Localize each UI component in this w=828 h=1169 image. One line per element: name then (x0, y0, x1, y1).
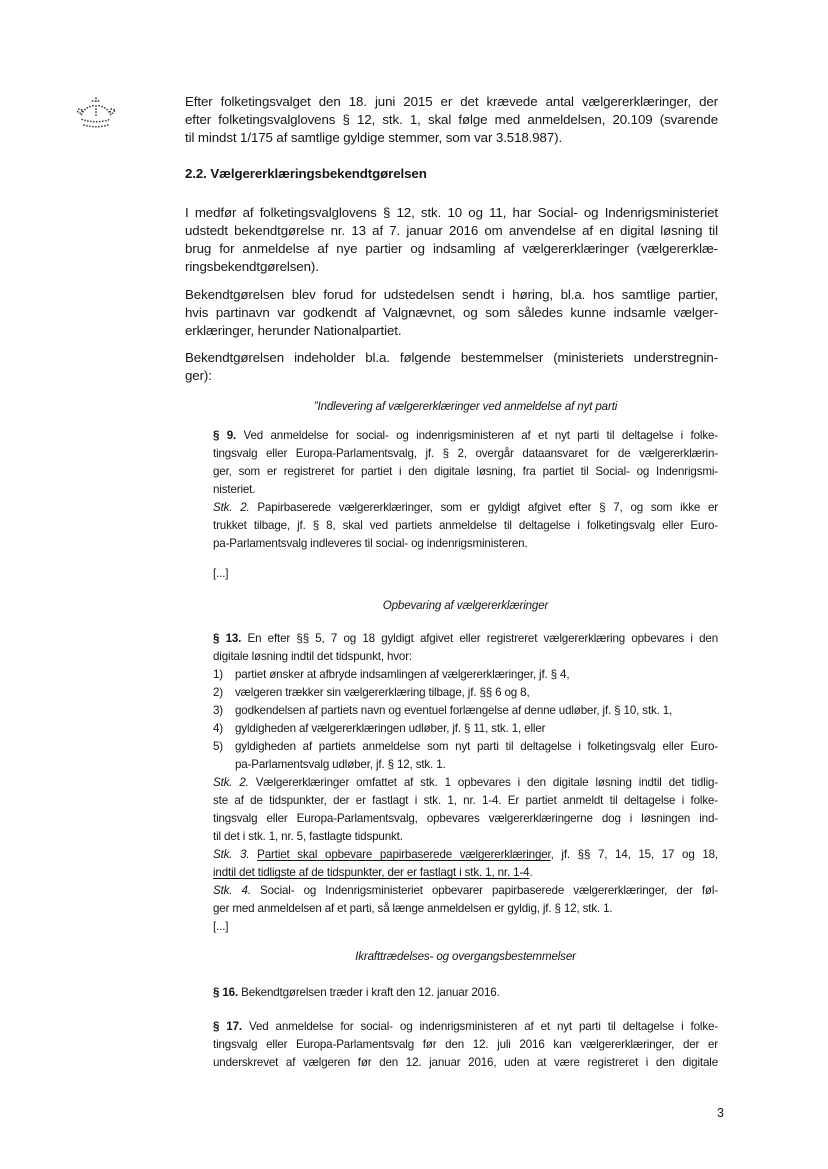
text-segment: digitale løsning indtil det tidspunkt, hvor: (213, 650, 412, 663)
text-segment: underskrevet af vælgeren før den 12. januar 2016, uden at være registreret i den digitale (213, 1056, 718, 1069)
text-segment: Vælgererklæringer omfattet af stk. 1 opbevares i den digitale løsning indtil det tidlig- (248, 776, 718, 789)
text-segment: Papirbaserede vælgererklæringer, som er gyldigt afgivet efter § 7, og som ikke er (249, 501, 718, 514)
text-line (185, 240, 718, 258)
text-line (185, 111, 718, 129)
text-line (185, 349, 718, 367)
text-segment: Ikrafttrædelses- og overgangsbestemmelser (355, 950, 576, 963)
paragraph-bekendtgorelse-udstedt (185, 204, 718, 276)
text-line (213, 702, 718, 720)
text-line (185, 93, 718, 111)
text-line (213, 565, 718, 583)
text-line (185, 258, 718, 276)
list-number: 4) (213, 722, 224, 735)
text-segment: efter folketingsvalglovens § 12, stk. 1, skal følge med anmeldelsen, 20.109 (svarende (185, 112, 718, 127)
text-segment: Social- og Indenrigsministeriet opbevarer papirbaserede vælgererklæringer, der føl- (250, 884, 718, 897)
text-line (213, 445, 718, 463)
text-segment: En efter §§ 5, 7 og 18 gyldigt afgivet eller registreret vælgererklæring opbevares i den (241, 632, 718, 645)
text-line (185, 129, 718, 147)
text-segment: [...] (213, 567, 229, 580)
quote-heading-indlevering (213, 398, 718, 416)
text-line (213, 720, 718, 738)
list-number: 2) (213, 686, 224, 699)
text-segment: gyldigheden af partiets anmeldelse som nyt parti til deltagelse i folketingsvalg eller Euro- (235, 740, 718, 753)
text-segment: § 13. (213, 632, 242, 645)
quote-section-9 (213, 427, 718, 553)
paragraph-bestemmelser-intro (185, 349, 718, 385)
text-segment: § 17. (213, 1020, 242, 1033)
text-line (213, 1036, 718, 1054)
text-line (213, 1018, 718, 1036)
text-line (213, 948, 718, 966)
text-segment (249, 848, 257, 861)
text-line (213, 828, 718, 846)
text-line (213, 774, 718, 792)
text-segment: erklæringer, herunder Nationalpartiet. (185, 323, 402, 338)
text-line (213, 535, 718, 553)
text-segment: nisteriet. (213, 483, 256, 496)
text-segment: godkendelsen af partiets navn og eventuel forlængelse af denne udløber, jf. § 10, stk. 1, (235, 704, 673, 717)
text-line (213, 792, 718, 810)
text-segment: § 16. (213, 986, 239, 999)
crown-watermark (76, 96, 116, 134)
text-line (185, 304, 718, 322)
text-line (213, 810, 718, 828)
text-segment: Stk. 2. (213, 501, 250, 514)
text-line (213, 738, 718, 756)
text-segment: udstedt bekendtgørelse nr. 13 af 7. januar 2016 om anvendelse af en digital løsning til (185, 223, 718, 238)
list-number: 5) (213, 740, 224, 753)
text-line (213, 648, 718, 666)
text-segment: ”Indlevering af vælgererklæringer ved anmeldelse af nyt parti (313, 400, 618, 413)
text-line (185, 367, 718, 385)
text-line (185, 204, 718, 222)
text-line (213, 630, 718, 648)
text-line (213, 882, 718, 900)
text-segment: indtil det tidligste af de tidspunkter, der er fastlagt i stk. 1, nr. 1-4 (213, 866, 530, 879)
text-line (213, 864, 718, 882)
text-segment: Efter folketingsvalget den 18. juni 2015 er det krævede antal vælgererklæringer, der (185, 94, 718, 109)
crown-watermark-icon (76, 96, 116, 134)
text-line (213, 666, 718, 684)
text-segment: 2.2. Vælgererklæringsbekendtgørelsen (185, 166, 427, 181)
text-segment: vælgeren trækker sin vælgererklæring tilbage, jf. §§ 6 og 8, (235, 686, 530, 699)
text-line (213, 1054, 718, 1072)
text-segment: til mindst 1/175 af samtlige gyldige stemmer, som var 3.518.987). (185, 130, 563, 145)
text-segment: Stk. 3. (213, 848, 250, 861)
text-line (213, 984, 718, 1002)
list-number: 3) (213, 704, 224, 717)
text-segment: Bekendtgørelsen indeholder bl.a. følgende bestemmelser (ministeriets understregnin- (185, 350, 718, 365)
text-line (185, 322, 718, 340)
text-segment: Opbevaring af vælgererklæringer (382, 599, 549, 612)
text-line (213, 900, 718, 918)
text-line (185, 165, 718, 183)
text-segment: hvis partinavn var godkendt af Valgnævnet, og som således kunne indsamle vælger- (185, 305, 718, 320)
text-line (185, 286, 718, 304)
text-line (213, 463, 718, 481)
text-segment: Ved anmeldelse for social- og indenrigsministeren af et nyt parti til deltagelse i folke- (241, 1020, 718, 1033)
text-line (213, 427, 718, 445)
list-number: 1) (213, 668, 224, 681)
intro-paragraph (185, 93, 718, 147)
text-segment: Bekendtgørelsen træder i kraft den 12. januar 2016. (238, 986, 500, 999)
text-segment: . (529, 866, 533, 879)
text-segment: ger): (185, 368, 212, 383)
text-line (213, 517, 718, 535)
page-number: 3 (717, 1106, 724, 1120)
text-line (213, 481, 718, 499)
text-segment: , jf. §§ 7, 14, 15, 17 og 18, (550, 848, 718, 861)
section-heading-2-2 (185, 165, 718, 183)
quote-heading-ikrafttraedelse (213, 948, 718, 966)
quote-section-16 (213, 984, 718, 1002)
text-segment: trukket tilbage, jf. § 8, skal ved partiets anmeldelse til deltagelse i folketingsvalg eller Euro- (213, 519, 718, 532)
text-segment: I medfør af folketingsvalglovens § 12, stk. 10 og 11, har Social- og Indenrigsministeriet (185, 205, 718, 220)
text-segment: tingsvalg eller Europa-Parlamentsvalg før den 12. juli 2016 kan vælgererklæringer, der er (213, 1038, 718, 1051)
text-segment: gyldigheden af vælgererklæringen udløber, jf. § 11, stk. 1, eller (235, 722, 546, 735)
quote-heading-opbevaring (213, 597, 718, 615)
text-segment: tingsvalg eller Europa-Parlamentsvalg, opbevares vælgererklæringerne dog i løsningen ind- (213, 812, 718, 825)
text-line (213, 756, 718, 774)
text-segment: ringsbekendtgørelsen). (185, 259, 319, 274)
text-line (213, 398, 718, 416)
text-line (213, 846, 718, 864)
text-segment: ger med anmeldelsen af et parti, så længe anmeldelsen er gyldig, jf. § 12, stk. 1. (213, 902, 613, 915)
text-line (185, 222, 718, 240)
text-segment: § 9. (213, 429, 237, 442)
text-segment: til det i stk. 1, nr. 5, fastlagte tidspunkt. (213, 830, 403, 843)
text-segment: [...] (213, 920, 229, 933)
text-segment: Partiet skal opbevare papirbaserede vælgererklæringer (257, 848, 551, 861)
text-segment: Stk. 4. (213, 884, 251, 897)
text-line (213, 499, 718, 517)
quote-section-13 (213, 630, 718, 918)
text-segment: Bekendtgørelsen blev forud for udstedelsen sendt i høring, bl.a. hos samtlige partier, (185, 287, 718, 302)
ellipsis-marker (213, 918, 718, 936)
text-segment: partiet ønsker at afbryde indsamlingen af vælgererklæringer, jf. § 4, (235, 668, 570, 681)
ellipsis-marker (213, 565, 718, 583)
text-segment: pa-Parlamentsvalg indleveres til social- og indenrigsministeren. (213, 537, 528, 550)
text-line (213, 684, 718, 702)
text-segment: brug for anmeldelse af nye partier og indsamling af vælgererklæringer (vælgererklæ- (185, 241, 718, 256)
text-line (213, 918, 718, 936)
text-segment: ger, som er registreret for partiet i den digitale løsning, fra partiet til Social- og Indenrigsmi- (213, 465, 718, 478)
text-segment: ste af de tidspunkter, der er fastlagt i stk. 1, nr. 1-4. Er partiet anmeldt til deltagelse i folke- (213, 794, 718, 807)
text-segment: tingsvalg eller Europa-Parlamentsvalg, jf. § 2, overgår dataansvaret for de vælgererklærin- (213, 447, 718, 460)
text-segment: Ved anmeldelse for social- og indenrigsministeren af et nyt parti til deltagelse i folke- (236, 429, 718, 442)
paragraph-horing (185, 286, 718, 340)
text-segment: pa-Parlamentsvalg udløber, jf. § 12, stk. 1. (235, 758, 446, 771)
quote-section-17 (213, 1018, 718, 1072)
text-line (213, 597, 718, 615)
text-segment: Stk. 2. (213, 776, 249, 789)
